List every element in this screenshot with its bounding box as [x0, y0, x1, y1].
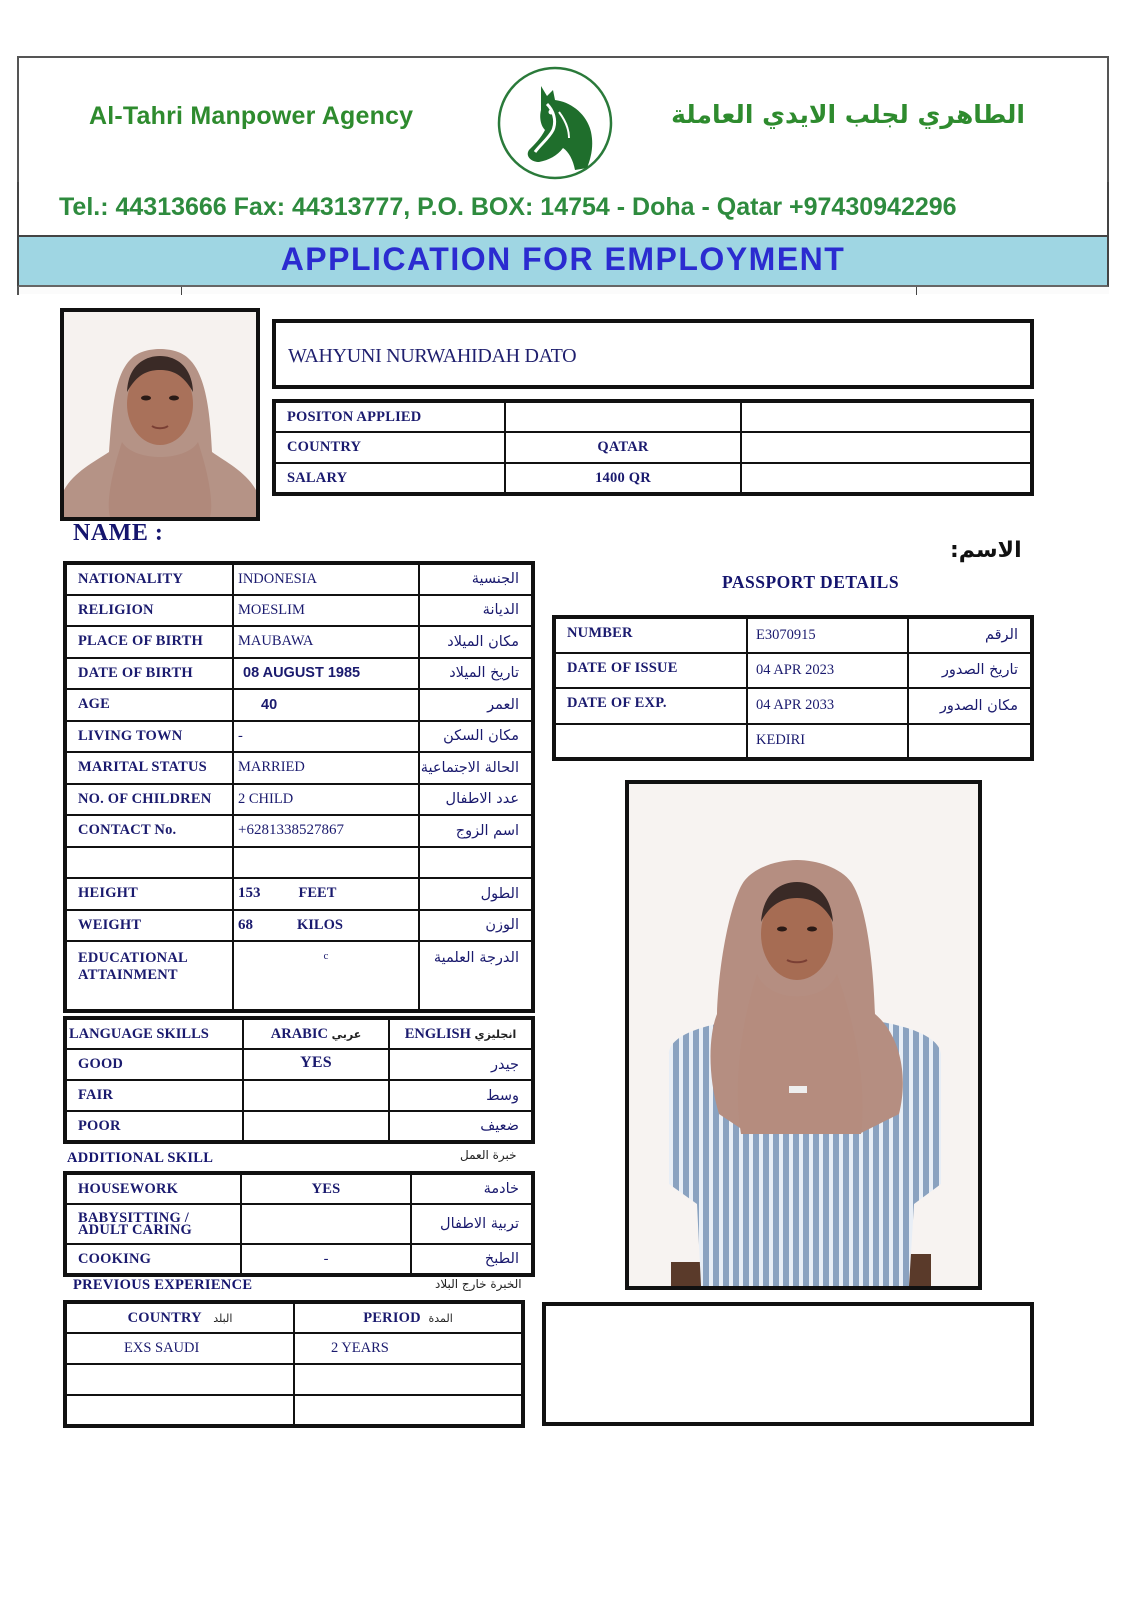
arabic-column-header	[243, 1018, 389, 1049]
table-row	[65, 1204, 533, 1244]
english-header-en: ENGLISH	[404, 1025, 471, 1042]
height-label-arabic: الطول	[419, 878, 533, 910]
education-value: c	[233, 941, 419, 1011]
position-applied-extra	[741, 401, 1032, 432]
contact-line: Tel.: 44313666 Fax: 44313777, P.O. BOX: 14754 - Doha - Qatar +97430942296	[59, 193, 957, 221]
period-header-ar: المدة	[428, 1311, 453, 1325]
english-column-header	[389, 1018, 533, 1049]
table-row	[65, 910, 533, 942]
table-row	[65, 1080, 533, 1111]
table-row	[65, 752, 533, 784]
divider	[181, 287, 182, 295]
living-town-label: LIVING TOWN	[65, 721, 233, 753]
passport-table	[552, 615, 1034, 761]
contact-bar	[17, 182, 1109, 237]
letterhead	[17, 56, 1109, 294]
date-of-expiry-label-arabic: مكان الصدور	[908, 688, 1032, 724]
table-row	[65, 658, 533, 690]
applicant-name-box	[272, 319, 1034, 389]
date-of-birth-label-arabic: تاريخ الميلاد	[419, 658, 533, 690]
salary-extra	[741, 463, 1032, 494]
children-value: 2 CHILD	[233, 784, 419, 816]
english-header-ar: انجليزي	[474, 1027, 517, 1041]
cooking-label-arabic: الطبخ	[411, 1244, 533, 1275]
table-header-row	[65, 1018, 533, 1049]
name-heading-arabic: الاسم:	[950, 538, 1022, 563]
table-row	[554, 617, 1032, 653]
nationality-label: NATIONALITY	[65, 563, 233, 595]
letterhead-strip	[17, 287, 1109, 295]
contact-label: CONTACT No.	[65, 815, 233, 847]
nationality-value: INDONESIA	[233, 563, 419, 595]
language-skills-table	[63, 1016, 535, 1144]
country-extra	[741, 432, 1032, 463]
salary-label: SALARY	[274, 463, 505, 494]
education-label-arabic: الدرجة العلمية	[419, 941, 533, 1011]
religion-value: MOESLIM	[233, 595, 419, 627]
table-row	[65, 878, 533, 910]
passport-number-label-arabic: الرقم	[908, 617, 1032, 653]
agency-name-english: Al-Tahri Manpower Agency	[89, 102, 414, 130]
position-applied-label: POSITON APPLIED	[274, 401, 505, 432]
experience-country-value	[65, 1395, 294, 1426]
children-label-arabic: عدد الاطفال	[419, 784, 533, 816]
passport-number-value: E3070915	[747, 617, 908, 653]
position-applied-value	[505, 401, 741, 432]
empty-cell	[233, 847, 419, 879]
date-of-issue-label-arabic: تاريخ الصدور	[908, 653, 1032, 689]
height-value: 153	[238, 885, 261, 902]
contact-label-arabic: اسم الزوج	[419, 815, 533, 847]
age-value: 40	[233, 689, 419, 721]
poor-level-label: POOR	[65, 1111, 243, 1142]
place-of-birth-label-arabic: مكان الميلاد	[419, 626, 533, 658]
table-row	[274, 401, 1032, 432]
weight-label-arabic: الوزن	[419, 910, 533, 942]
applicant-full-name: WAHYUNI NURWAHIDAH DATO	[288, 345, 577, 367]
housework-label-arabic: خادمة	[411, 1173, 533, 1204]
remarks-box	[542, 1302, 1034, 1426]
height-value-cell	[233, 878, 419, 910]
height-unit: FEET	[298, 885, 337, 902]
letterhead-banner	[17, 56, 1109, 184]
applicant-full-body-photo	[625, 780, 982, 1290]
poor-arabic-value	[243, 1111, 389, 1142]
arabic-header-ar: عربي	[331, 1027, 362, 1041]
experience-period-value	[294, 1395, 523, 1426]
position-table	[272, 399, 1034, 496]
additional-skill-title: ADDITIONAL SKILL	[67, 1150, 214, 1166]
education-label-line2: ATTAINMENT	[78, 967, 178, 983]
previous-experience-title: PREVIOUS EXPERIENCE	[73, 1277, 253, 1293]
date-of-issue-value: 04 APR 2023	[747, 653, 908, 689]
country-header-ar: البلد	[213, 1311, 233, 1325]
fair-level-arabic: وسط	[389, 1080, 533, 1111]
table-row	[65, 563, 533, 595]
table-header-row	[65, 1302, 523, 1333]
age-label: AGE	[65, 689, 233, 721]
table-row	[65, 721, 533, 753]
date-of-issue-label: DATE OF ISSUE	[554, 653, 747, 689]
religion-label: RELIGION	[65, 595, 233, 627]
nationality-label-arabic: الجنسية	[419, 563, 533, 595]
date-of-expiry-label: DATE OF EXP.	[554, 688, 747, 724]
table-row	[274, 463, 1032, 494]
fair-level-label: FAIR	[65, 1080, 243, 1111]
table-row	[65, 1244, 533, 1275]
table-row	[65, 1364, 523, 1395]
table-row	[65, 595, 533, 627]
height-label: HEIGHT	[65, 878, 233, 910]
marital-status-label-arabic: الحالة الاجتماعية	[419, 752, 533, 784]
table-row	[554, 724, 1032, 760]
living-town-value: -	[233, 721, 419, 753]
period-header-en: PERIOD	[363, 1309, 421, 1326]
table-row	[65, 1111, 533, 1142]
divider	[916, 287, 917, 295]
additional-skill-table	[63, 1171, 535, 1277]
living-town-label-arabic: مكان السكن	[419, 721, 533, 753]
agency-name-arabic: الطاهري لجلب الايدي العاملة	[671, 100, 1025, 129]
table-row	[65, 689, 533, 721]
name-heading: NAME :	[73, 520, 164, 546]
age-label-arabic: العمر	[419, 689, 533, 721]
passport-number-label: NUMBER	[554, 617, 747, 653]
table-row-empty	[65, 847, 533, 879]
country-label: COUNTRY	[274, 432, 505, 463]
cooking-label: COOKING	[65, 1244, 241, 1275]
experience-period-value	[294, 1364, 523, 1395]
previous-experience-title-arabic: الخبرة خارج البلاد	[435, 1277, 522, 1291]
date-of-birth-value: 08 AUGUST 1985	[233, 658, 419, 690]
table-row	[65, 815, 533, 847]
housework-value: YES	[241, 1173, 411, 1204]
education-label	[65, 941, 233, 1011]
language-skills-header: LANGUAGE SKILLS	[65, 1018, 243, 1049]
personal-details-table	[63, 561, 535, 1013]
additional-skill-title-arabic: خبرة العمل	[460, 1148, 517, 1162]
passport-details-title: PASSPORT DETAILS	[722, 572, 900, 592]
contact-value: +6281338527867	[233, 815, 419, 847]
date-of-expiry-value: 04 APR 2033	[747, 688, 908, 724]
date-of-birth-label: DATE OF BIRTH	[65, 658, 233, 690]
babysitting-label-arabic: تربية الاطفال	[411, 1204, 533, 1244]
weight-value-cell	[233, 910, 419, 942]
place-of-birth-label: PLACE OF BIRTH	[65, 626, 233, 658]
table-row	[554, 688, 1032, 724]
babysitting-value	[241, 1204, 411, 1244]
previous-experience-table	[63, 1300, 525, 1428]
cooking-value: -	[241, 1244, 411, 1275]
marital-status-value: MARRIED	[233, 752, 419, 784]
babysitting-label: BABYSITTING / ADULT CARING	[65, 1204, 241, 1244]
weight-unit: KILOS	[297, 916, 343, 933]
fair-arabic-value	[243, 1080, 389, 1111]
table-row	[65, 1333, 523, 1364]
religion-label-arabic: الديانة	[419, 595, 533, 627]
good-level-label: GOOD	[65, 1049, 243, 1080]
salary-value: 1400 QR	[505, 463, 741, 494]
place-of-issue-label	[554, 724, 747, 760]
form-title: APPLICATION FOR EMPLOYMENT	[280, 241, 846, 277]
weight-value: 68	[238, 916, 253, 933]
experience-country-value: EXS SAUDI	[65, 1333, 294, 1364]
weight-label: WEIGHT	[65, 910, 233, 942]
table-row	[65, 1395, 523, 1426]
table-row	[65, 941, 533, 1011]
empty-cell	[65, 847, 233, 879]
title-band	[17, 237, 1109, 287]
experience-period-value: 2 YEARS	[294, 1333, 523, 1364]
country-header-en: COUNTRY	[127, 1309, 202, 1326]
applicant-portrait-photo	[60, 308, 260, 521]
arabic-header-en: ARABIC	[270, 1025, 328, 1042]
empty-cell	[419, 847, 533, 879]
place-of-birth-value: MAUBAWA	[233, 626, 419, 658]
table-row	[274, 432, 1032, 463]
place-of-issue-label-arabic	[908, 724, 1032, 760]
housework-label: HOUSEWORK	[65, 1173, 241, 1204]
country-column-header	[65, 1302, 294, 1333]
table-row	[65, 784, 533, 816]
country-value: QATAR	[505, 432, 741, 463]
table-row	[554, 653, 1032, 689]
good-level-arabic: جيدر	[389, 1049, 533, 1080]
horse-head-icon	[495, 64, 615, 182]
experience-country-value	[65, 1364, 294, 1395]
table-row	[65, 1049, 533, 1080]
marital-status-label: MARITAL STATUS	[65, 752, 233, 784]
education-label-line1: EDUCATIONAL	[78, 950, 188, 966]
table-row	[65, 626, 533, 658]
poor-level-arabic: ضعيف	[389, 1111, 533, 1142]
table-row	[65, 1173, 533, 1204]
period-column-header	[294, 1302, 523, 1333]
place-of-issue-value: KEDIRI	[747, 724, 908, 760]
children-label: NO. OF CHILDREN	[65, 784, 233, 816]
good-arabic-value: YES	[243, 1049, 389, 1080]
